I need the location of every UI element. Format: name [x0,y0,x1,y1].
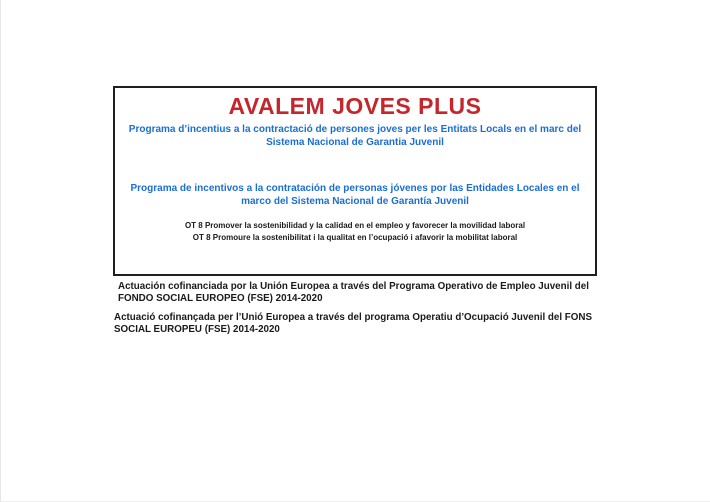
program-description-spanish-line1: Programa de incentivos a la contratación de personas jóvenes por las Entidades Locales en el [130,183,580,194]
ot8-valencian-line: OT 8 Promoure la sostenibilitat i la qualitat en l’ocupació i afavorir la mobilitat laboral [192,232,518,242]
cofinancing-statements [114,281,598,336]
cofinancing-statement-valencian [114,312,598,337]
program-description-spanish [115,183,595,208]
notice-box [113,86,597,276]
cofinancing-valencian-line1: Actuació cofinançada per l’Unió Europea a través del programa Operatiu d’Ocupació Juvenil del FONS [114,311,592,323]
program-description-valencian-line1: Programa d’incentius a la contractació de persones joves per les Entitats Locals en el marc del [128,124,582,135]
cofinancing-statement-spanish [118,281,598,306]
logos-row [1,352,710,427]
thematic-objective-8-text [115,220,595,243]
cofinancing-spanish-line2: FONDO SOCIAL EUROPEO (FSE) 2014-2020 [118,293,323,305]
cofinancing-spanish-line1: Actuación cofinanciada por la Unión Europea a través del Programa Operativo de Empleo Juvenil del [118,281,589,292]
program-description-spanish-line2: marco del Sistema Nacional de Garantía Juvenil [241,195,469,207]
program-description-valencian-line2: Sistema Nacional de Garantia Juvenil [266,136,444,148]
page-title: AVALEM JOVES PLUS [228,93,482,119]
program-description-valencian [115,124,595,149]
cofinancing-valencian-line2: SOCIAL EUROPEU (FSE) 2014-2020 [114,323,280,335]
ot8-spanish-line: OT 8 Promover la sostenibilidad y la calidad en el empleo y favorecer la movilidad laboral [184,221,526,230]
